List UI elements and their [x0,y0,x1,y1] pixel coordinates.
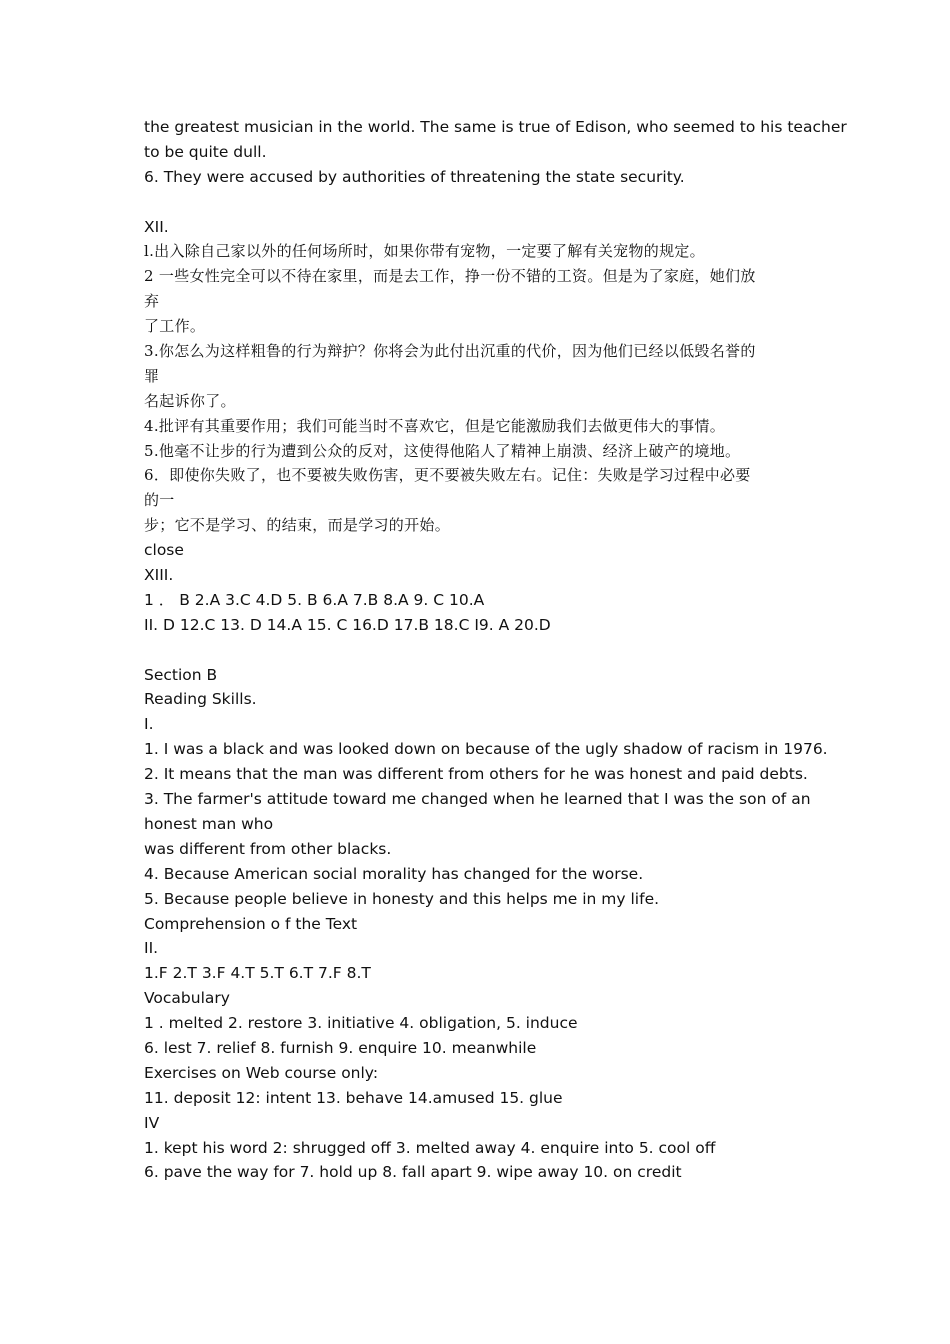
text-line: 11. deposit 12: intent 13. behave 14.amused 15. glue [144,1088,563,1107]
text-line: 了工作。 [144,317,206,336]
text-line: 4.批评有其重要作用；我们可能当时不喜欢它，但是它能激励我们去做更伟大的事情。 [144,416,726,435]
text-line: 的一 [144,491,175,510]
text-line: Comprehension o f the Text [144,914,358,933]
text-line: 4. Because American social morality has changed for the worse. [144,864,644,883]
text-line: Section B [144,665,218,684]
text-line: 3. The farmer's attitude toward me changed when he learned that I was the son of an [144,790,811,809]
blank-line [144,638,824,663]
text-line: Exercises on Web course only: [144,1063,379,1082]
text-line: IV [144,1113,160,1132]
text-line: was different from other blacks. [144,839,392,858]
text-line: 6. They were accused by authorities of threatening the state security. [144,167,685,186]
text-line: the greatest musician in the world. The same is true of Edison, who seemed to his teacher [144,118,847,136]
text-line: 1.F 2.T 3.F 4.T 5.T 6.T 7.F 8.T [144,964,371,983]
text-line: 5. Because people believe in honesty and this helps me in my life. [144,889,660,908]
text-line: XII. [144,217,169,236]
text-line: Vocabulary [144,989,230,1008]
text-line: I. [144,715,154,734]
text-line: to be quite dull. [144,142,267,161]
text-line: 2. It means that the man was different from others for he was honest and paid debts. [144,765,808,784]
document-body [144,115,847,1185]
text-line: honest man who [144,814,274,833]
text-line: 3.你怎么为这样粗鲁的行为辩护？你将会为此付出沉重的代价，因为他们已经以低毁名誉的 [144,342,756,361]
text-line: 1. kept his word 2: shrugged off 3. melted away 4. enquire into 5. cool off [144,1138,716,1157]
text-line: Reading Skills. [144,690,257,709]
text-line: close [144,541,184,560]
text-line: 1 ． B 2.A 3.C 4.D 5. B 6.A 7.B 8.A 9. C 10.A [144,590,485,609]
blank-line [144,190,824,215]
text-line: 1 . melted 2. restore 3. initiative 4. obligation, 5. induce [144,1014,578,1033]
text-line: 弃 [144,292,160,311]
text-line: 6. lest 7. relief 8. furnish 9. enquire 10. meanwhile [144,1038,537,1057]
text-line: XIII. [144,566,174,585]
text-line: 5.他毫不让步的行为遭到公众的反对，这使得他陷人了精神上崩溃、经济上破产的境地。 [144,441,741,460]
text-line: 罪 [144,366,160,385]
text-line: II. [144,939,159,958]
text-line: 1. I was a black and was looked down on because of the ugly shadow of racism in 1976. [144,740,828,759]
text-line: l.出入除自己家以外的任何场所时，如果你带有宠物，一定要了解有关宠物的规定。 [144,242,705,261]
text-line: 6. pave the way for 7. hold up 8. fall apart 9. wipe away 10. on credit [144,1163,682,1182]
text-line: 2 一些女性完全可以不待在家里，而是去工作，挣一份不错的工资。但是为了家庭，她们放 [144,267,756,286]
text-line: 步；它不是学习、的结束，而是学习的开始。 [144,516,451,535]
text-line: 名起诉你了。 [144,391,236,410]
text-line: II. D 12.C 13. D 14.A 15. C 16.D 17.B 18.C I9. A 20.D [144,615,551,634]
text-line: 6．即使你失败了，也不要被失败伤害，更不要被失败左右。记住：失败是学习过程中必要 [144,466,751,485]
